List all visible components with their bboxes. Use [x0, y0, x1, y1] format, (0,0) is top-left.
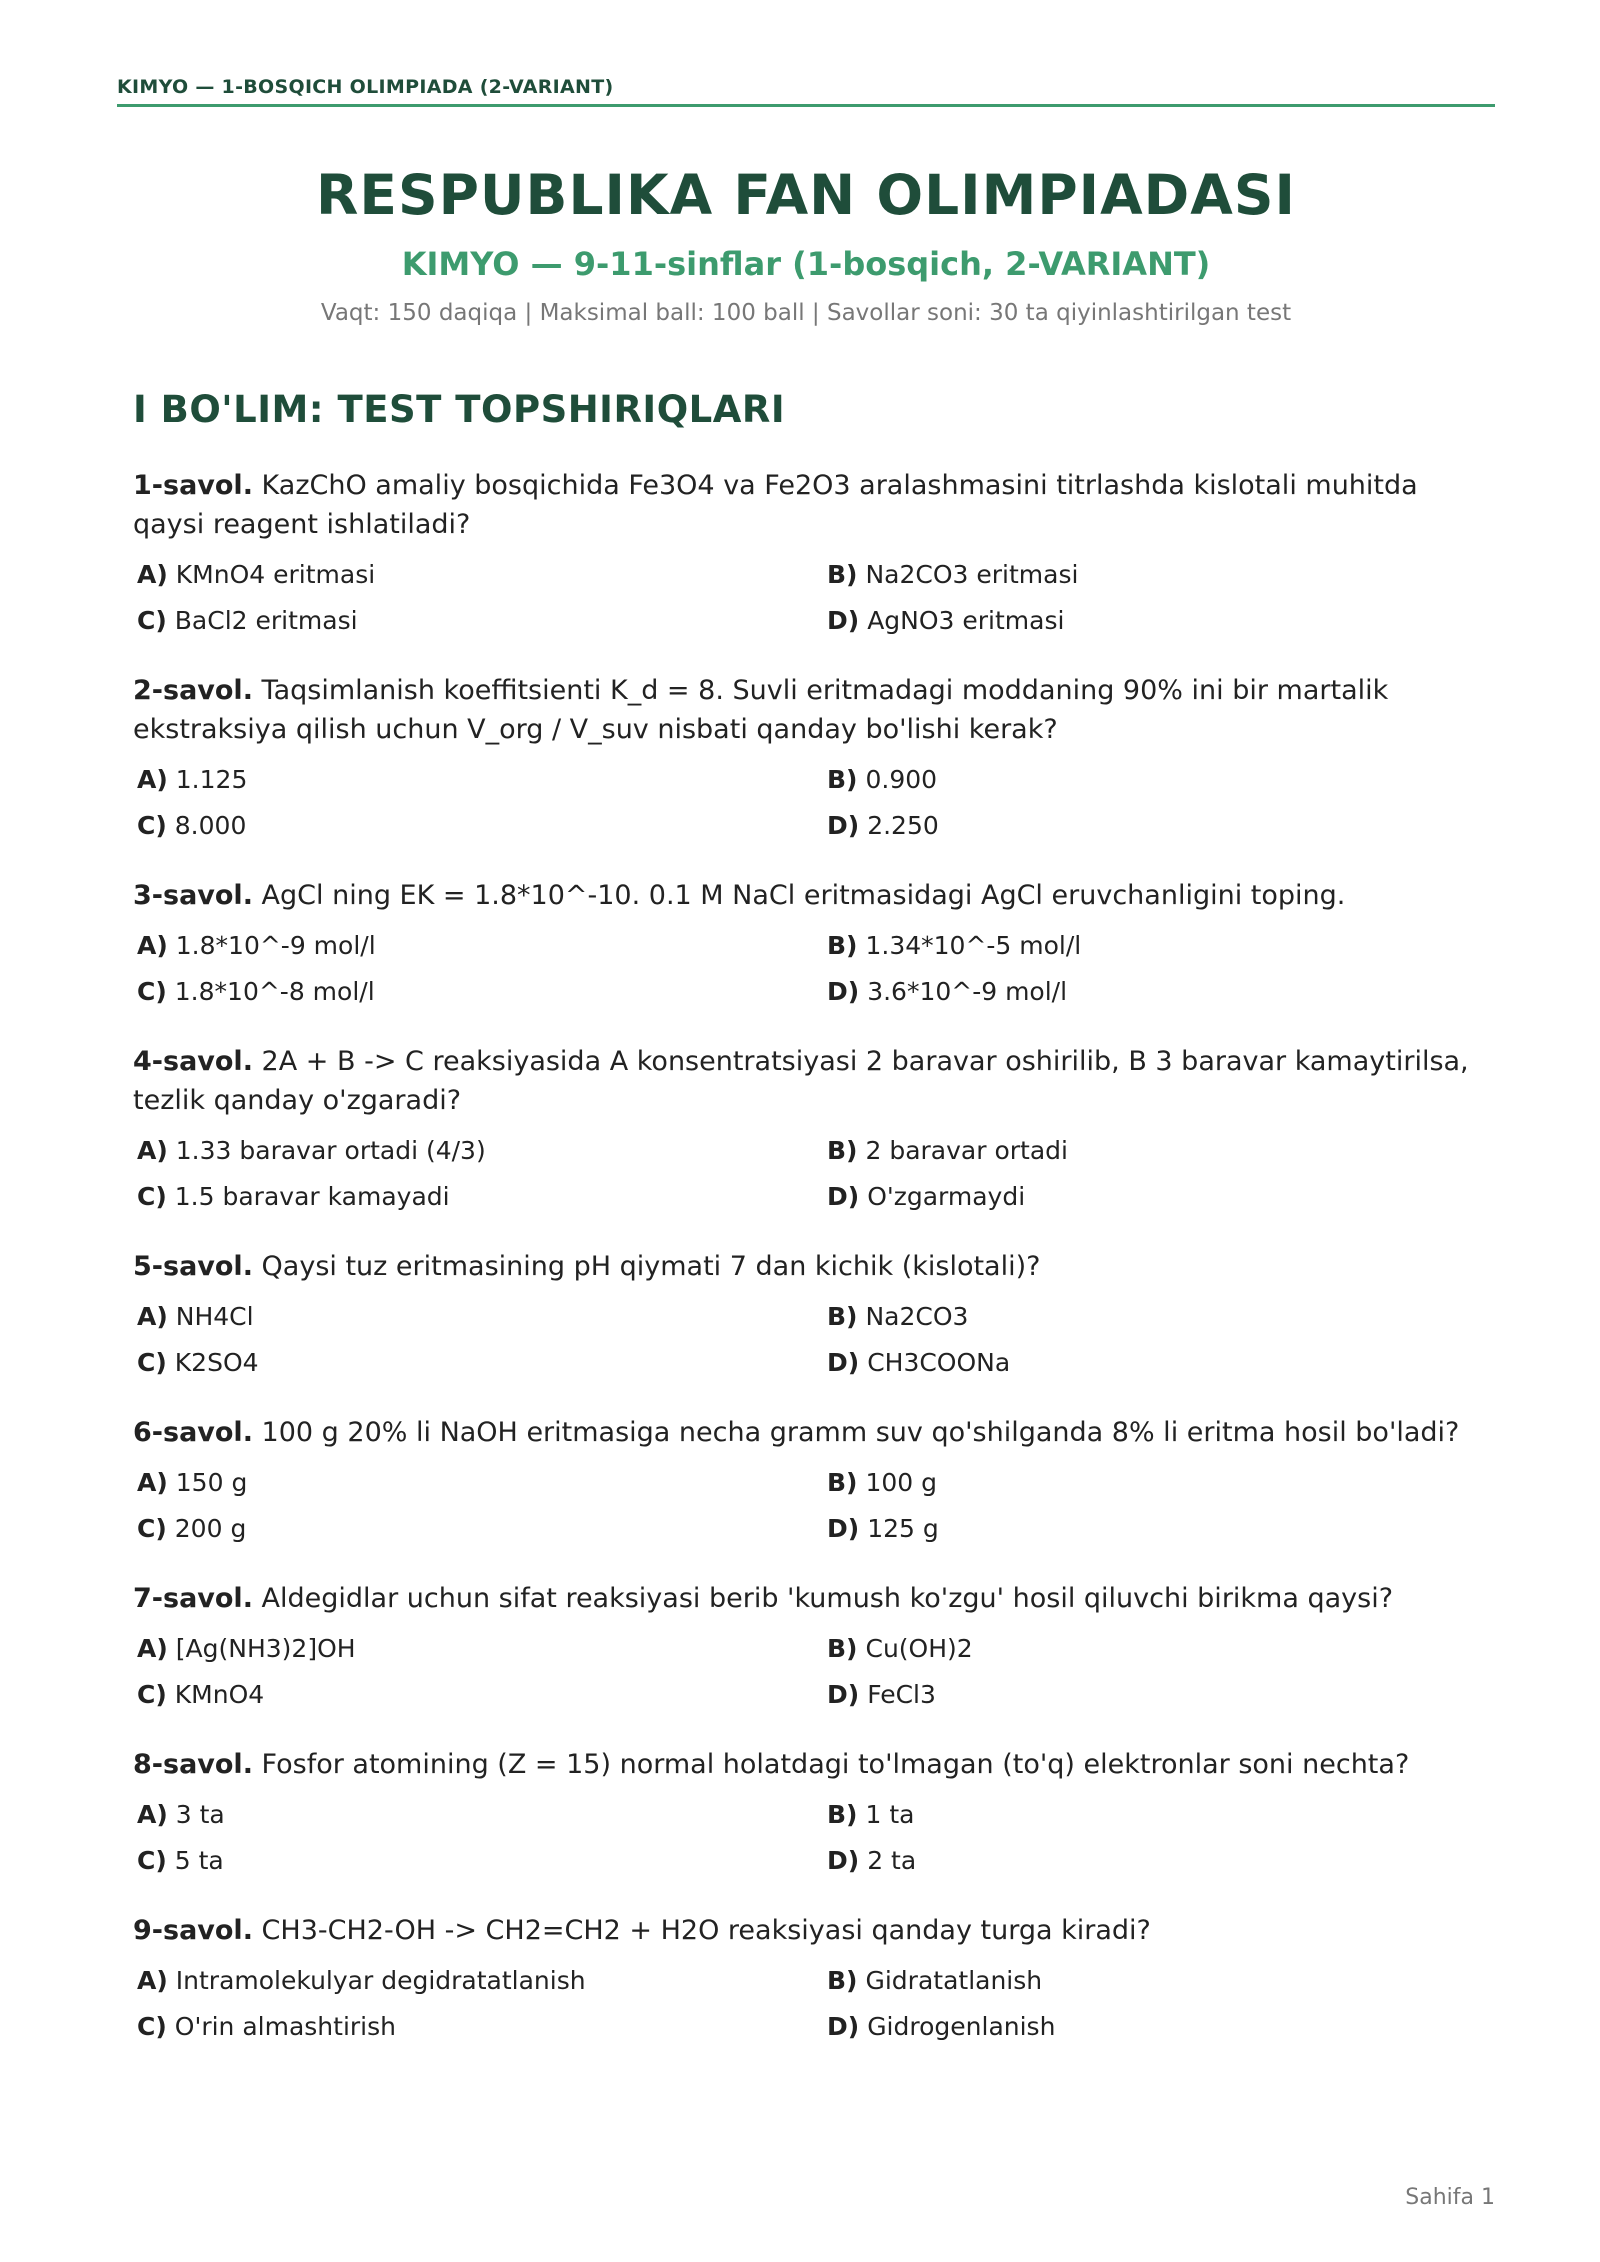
option-text: K2SO4 [174, 1348, 259, 1377]
option-a [133, 1792, 823, 1838]
question-number: 1-savol. [133, 470, 253, 501]
question-text [133, 466, 1495, 544]
question-body: Qaysi tuz eritmasining pH qiymati 7 dan kichik (kislotali)? [261, 1251, 1041, 1282]
question-text [133, 1247, 1495, 1286]
option-text: 200 g [174, 1514, 247, 1543]
option-text: 125 g [867, 1514, 939, 1543]
option-text: 1.34*10^-5 mol/l [865, 931, 1082, 960]
question-body: Taqsimlanish koeffitsienti K_d = 8. Suvli eritmadagi moddaning 90% ini bir martalik ekstraksiya qilish uchun V_org / V_suv nisbati qanday bo'lishi kerak? [133, 675, 1389, 745]
option-text: 1.33 baravar ortadi (4/3) [175, 1136, 486, 1165]
question-number: 8-savol. [133, 1749, 253, 1780]
question-number: 9-savol. [133, 1915, 253, 1946]
option-c [133, 1838, 823, 1884]
option-c [133, 1672, 823, 1718]
question-number: 5-savol. [133, 1251, 253, 1282]
option-text: Cu(OH)2 [865, 1634, 973, 1663]
option-text: 3.6*10^-9 mol/l [867, 977, 1068, 1006]
option-text: 1 ta [865, 1800, 915, 1829]
option-text: O'rin almashtirish [174, 2012, 396, 2041]
option-letter: D) [827, 2012, 860, 2041]
option-d [823, 1672, 1495, 1718]
option-b [823, 923, 1495, 969]
option-b [823, 1294, 1495, 1340]
question-number: 6-savol. [133, 1417, 253, 1448]
question-body: KazChO amaliy bosqichida Fe3O4 va Fe2O3 aralashmasini titrlashda kislotali muhitda qaysi reagent ishlatiladi? [133, 470, 1418, 540]
option-c [133, 2004, 823, 2050]
option-letter: A) [137, 560, 168, 589]
option-text: Na2CO3 eritmasi [865, 560, 1079, 589]
option-a [133, 1626, 823, 1672]
question-4 [133, 1042, 1495, 1220]
option-letter: C) [137, 1514, 167, 1543]
question-9 [133, 1911, 1495, 2050]
option-c [133, 1506, 823, 1552]
question-number: 3-savol. [133, 880, 253, 911]
option-letter: A) [137, 1800, 168, 1829]
option-d [823, 2004, 1495, 2050]
option-text: NH4Cl [175, 1302, 254, 1331]
answer-options [133, 757, 1495, 849]
option-a [133, 757, 823, 803]
question-text [133, 1413, 1495, 1452]
question-5 [133, 1247, 1495, 1386]
header-divider [117, 104, 1495, 107]
question-text [133, 1042, 1495, 1120]
option-a [133, 552, 823, 598]
question-2 [133, 671, 1495, 849]
option-text: Intramolekulyar degidratatlanish [175, 1966, 586, 1995]
option-letter: D) [827, 1514, 860, 1543]
question-8 [133, 1745, 1495, 1884]
option-letter: A) [137, 765, 168, 794]
option-b [823, 1460, 1495, 1506]
title-block [117, 160, 1495, 328]
question-text [133, 1911, 1495, 1950]
option-a [133, 1128, 823, 1174]
option-text: 150 g [175, 1468, 248, 1497]
answer-options [133, 1294, 1495, 1386]
option-d [823, 1174, 1495, 1220]
option-b [823, 757, 1495, 803]
option-letter: B) [827, 1634, 858, 1663]
option-letter: D) [827, 606, 860, 635]
option-b [823, 552, 1495, 598]
option-b [823, 1626, 1495, 1672]
option-letter: B) [827, 1800, 858, 1829]
question-number: 7-savol. [133, 1583, 253, 1614]
option-text: Na2CO3 [865, 1302, 969, 1331]
option-text: 1.5 baravar kamayadi [174, 1182, 450, 1211]
option-text: KMnO4 eritmasi [175, 560, 376, 589]
question-6 [133, 1413, 1495, 1552]
option-letter: C) [137, 1846, 167, 1875]
option-letter: D) [827, 811, 860, 840]
question-7 [133, 1579, 1495, 1718]
option-c [133, 1174, 823, 1220]
option-letter: B) [827, 931, 858, 960]
option-text: 1.8*10^-9 mol/l [175, 931, 376, 960]
option-letter: A) [137, 1966, 168, 1995]
option-text: 2 baravar ortadi [865, 1136, 1068, 1165]
exam-meta: Vaqt: 150 daqiqa | Maksimal ball: 100 ball | Savollar soni: 30 ta qiyinlashtirilgan test [320, 300, 1292, 326]
option-text: O'zgarmaydi [867, 1182, 1026, 1211]
option-d [823, 598, 1495, 644]
option-text: Gidrogenlanish [867, 2012, 1056, 2041]
option-letter: C) [137, 1680, 167, 1709]
option-text: 2.250 [867, 811, 939, 840]
answer-options [133, 1128, 1495, 1220]
option-text: 8.000 [174, 811, 247, 840]
option-letter: C) [137, 811, 167, 840]
option-d [823, 1340, 1495, 1386]
option-letter: A) [137, 1136, 168, 1165]
question-text [133, 876, 1495, 915]
option-letter: D) [827, 1680, 860, 1709]
option-letter: C) [137, 2012, 167, 2041]
option-text: 1.8*10^-8 mol/l [174, 977, 375, 1006]
option-letter: D) [827, 1846, 860, 1875]
question-number: 4-savol. [133, 1046, 253, 1077]
answer-options [133, 552, 1495, 644]
question-1 [133, 466, 1495, 644]
option-c [133, 1340, 823, 1386]
option-text: CH3COONa [867, 1348, 1011, 1377]
option-text: 3 ta [175, 1800, 225, 1829]
page-number: Sahifa 1 [1405, 2185, 1495, 2210]
option-letter: D) [827, 1182, 860, 1211]
option-letter: B) [827, 1136, 858, 1165]
option-a [133, 1294, 823, 1340]
option-letter: C) [137, 1182, 167, 1211]
answer-options [133, 1460, 1495, 1552]
option-c [133, 598, 823, 644]
option-b [823, 1128, 1495, 1174]
question-text [133, 1579, 1495, 1618]
option-letter: A) [137, 931, 168, 960]
question-body: AgCl ning EK = 1.8*10^-10. 0.1 M NaCl eritmasidagi AgCl eruvchanligini toping. [261, 880, 1346, 911]
option-c [133, 969, 823, 1015]
option-a [133, 1460, 823, 1506]
option-letter: B) [827, 1966, 858, 1995]
option-text: 5 ta [174, 1846, 224, 1875]
option-text: 0.900 [865, 765, 938, 794]
question-body: Aldegidlar uchun sifat reaksiyasi berib 'kumush ko'zgu' hosil qiluvchi birikma qaysi? [261, 1583, 1394, 1614]
option-b [823, 1958, 1495, 2004]
option-text: FeCl3 [867, 1680, 936, 1709]
answer-options [133, 1958, 1495, 2050]
option-a [133, 1958, 823, 2004]
option-d [823, 803, 1495, 849]
option-text: [Ag(NH3)2]OH [175, 1634, 356, 1663]
option-d [823, 1838, 1495, 1884]
question-body: 100 g 20% li NaOH eritmasiga necha gramm suv qo'shilganda 8% li eritma hosil bo'ladi? [261, 1417, 1460, 1448]
option-text: AgNO3 eritmasi [867, 606, 1065, 635]
option-letter: D) [827, 977, 860, 1006]
option-letter: A) [137, 1634, 168, 1663]
page-subtitle: KIMYO — 9-11-sinflar (1-bosqich, 2-VARIANT) [401, 245, 1211, 283]
question-body: CH3-CH2-OH -> CH2=CH2 + H2O reaksiyasi qanday turga kiradi? [261, 1915, 1151, 1946]
option-letter: B) [827, 765, 858, 794]
answer-options [133, 1792, 1495, 1884]
option-letter: A) [137, 1302, 168, 1331]
option-text: BaCl2 eritmasi [174, 606, 358, 635]
option-a [133, 923, 823, 969]
answer-options [133, 923, 1495, 1015]
option-letter: D) [827, 1348, 860, 1377]
option-letter: C) [137, 606, 167, 635]
running-header: KIMYO — 1-BOSQICH OLIMPIADA (2-VARIANT) [117, 76, 614, 98]
option-text: 2 ta [867, 1846, 917, 1875]
question-number: 2-savol. [133, 675, 253, 706]
option-letter: C) [137, 1348, 167, 1377]
option-text: 100 g [865, 1468, 938, 1497]
option-letter: B) [827, 1468, 858, 1497]
option-c [133, 803, 823, 849]
option-text: Gidratatlanish [865, 1966, 1043, 1995]
question-body: 2A + B -> C reaksiyasida A konsentratsiyasi 2 baravar oshirilib, B 3 baravar kamaytirilsa, tezlik qanday o'zgaradi? [133, 1046, 1469, 1116]
question-3 [133, 876, 1495, 1015]
option-letter: B) [827, 1302, 858, 1331]
section-title: I BO'LIM: TEST TOPSHIRIQLARI [133, 388, 786, 431]
option-letter: C) [137, 977, 167, 1006]
page-title: RESPUBLIKA FAN OLIMPIADASI [316, 163, 1296, 227]
question-text [133, 671, 1495, 749]
question-list [133, 466, 1495, 2077]
answer-options [133, 1626, 1495, 1718]
option-text: KMnO4 [174, 1680, 265, 1709]
option-d [823, 969, 1495, 1015]
option-letter: A) [137, 1468, 168, 1497]
question-text [133, 1745, 1495, 1784]
option-text: 1.125 [175, 765, 248, 794]
option-letter: B) [827, 560, 858, 589]
question-body: Fosfor atomining (Z = 15) normal holatdagi to'lmagan (to'q) elektronlar soni nechta? [261, 1749, 1410, 1780]
option-b [823, 1792, 1495, 1838]
option-d [823, 1506, 1495, 1552]
